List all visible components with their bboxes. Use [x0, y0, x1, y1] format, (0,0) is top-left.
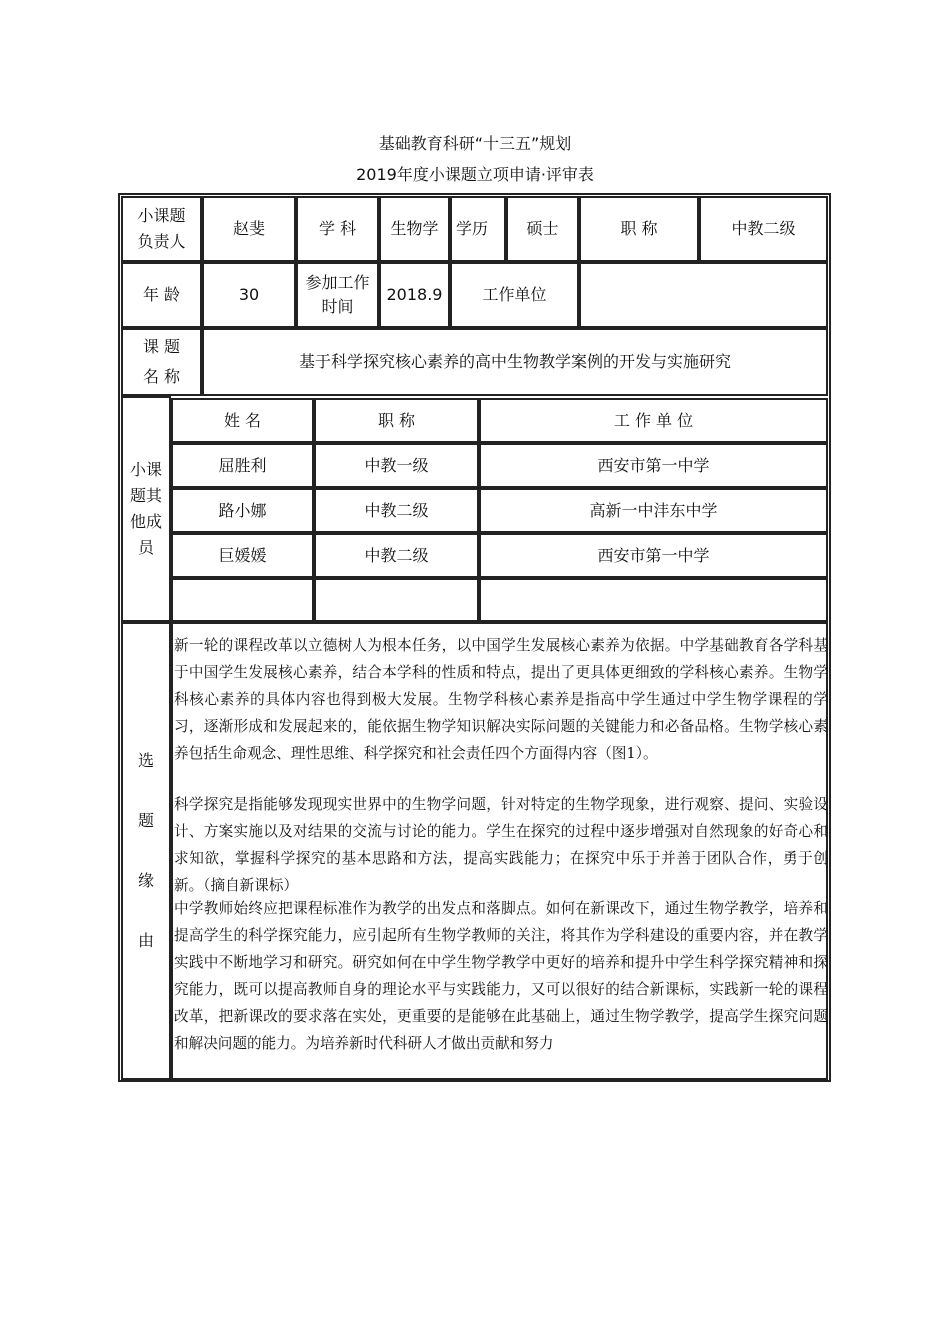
age-label: 年 龄 [142, 285, 181, 304]
member-unit-cell [479, 533, 828, 578]
rationale-paragraph-3: 中学教师始终应把课程标准作为教学的出发点和落脚点。如何在新课改下，通过生物学教学，培养和提高学生的科学探究能力，应引起所有生物学教师的关注，将其作为学科建设的重要内容，并在教学实践中不断地学习和研究。研究如何在中学生物学教学中更好的培养和提升中学生科学探究精神和探究能力，既可以提高教师自身的理论水平与实践能力，又可以很好的结合新课标，实践新一轮的课程改革，把新课改的要求落在实处，更重要的是能够在此基础上，通过生物学教学，提高学生探究问题和解决问题的能力。为培养新时代科研人才做出贡献和努力 [174, 900, 828, 1052]
member-unit: 西安市第一中学 [597, 455, 710, 475]
subject-cell [379, 196, 450, 262]
work-start-value: 2018.9 [386, 285, 443, 304]
topic-label-cell [121, 328, 202, 396]
leader-label-line1: 小课题 [137, 206, 186, 225]
members-header-title [314, 398, 479, 443]
title-label: 职 称 [620, 219, 658, 238]
age-value: 30 [238, 285, 260, 304]
education-value: 硕士 [526, 219, 559, 238]
member-name: 路小娜 [218, 500, 267, 520]
member-name: 屈胜利 [218, 455, 267, 475]
members-header-name [171, 398, 314, 443]
topic-label-line1: 课 题 [142, 337, 181, 356]
unit-label: 工作单位 [482, 285, 547, 304]
member-title-cell [314, 488, 479, 533]
members-header-unit-text: 工 作 单 位 [613, 410, 694, 430]
members-label-3: 他成 [129, 512, 162, 531]
member-title-cell [314, 533, 479, 578]
members-label-cell [121, 396, 171, 622]
rationale-label-3: 缘 [137, 871, 154, 890]
work-start-label-line2: 时间 [321, 297, 354, 316]
rationale-label-4: 由 [137, 931, 154, 950]
age-cell [202, 262, 296, 328]
member-name-cell [171, 578, 314, 622]
member-unit: 西安市第一中学 [597, 545, 710, 565]
rationale-label-cell [121, 622, 171, 1080]
age-label-cell [121, 262, 202, 328]
leader-name-cell [202, 196, 296, 262]
education-cell [506, 196, 579, 262]
education-label: 学历 [456, 219, 489, 238]
unit-cell [579, 262, 828, 328]
member-name-cell [171, 488, 314, 533]
unit-label-cell [450, 262, 579, 328]
rationale-label-2: 题 [137, 811, 154, 830]
form-title-line2: 2019年度小课题立项申请·评审表 [356, 165, 594, 184]
education-label-cell [450, 196, 506, 262]
member-name-cell [171, 533, 314, 578]
form-title-line1: 基础教育科研“十三五”规划 [378, 134, 572, 153]
member-title: 中教一级 [364, 455, 429, 475]
members-header-unit [479, 398, 828, 443]
member-name: 巨媛媛 [218, 545, 267, 565]
member-unit-cell [479, 488, 828, 533]
members-header-name-text: 姓 名 [223, 410, 262, 430]
work-start-label-line1: 参加工作 [305, 273, 370, 292]
members-label-1: 小课 [129, 460, 162, 479]
members-label-2: 题其 [129, 486, 162, 505]
member-unit-cell [479, 443, 828, 488]
members-header-title-text: 职 称 [377, 410, 416, 430]
member-name-cell [171, 443, 314, 488]
rationale-label-1: 选 [137, 751, 154, 770]
subject-label: 学 科 [318, 219, 357, 238]
work-start-cell [379, 262, 450, 328]
rationale-paragraph-2: 科学探究是指能够发现现实世界中的生物学问题，针对特定的生物学现象，进行观察、提问、实验设计、方案实施以及对结果的交流与讨论的能力。学生在探究的过程中逐步增强对自然现象的好奇心和求知欲，掌握科学探究的基本思路和方法，提高实践能力；在探究中乐于并善于团队合作，勇于创新。（摘自新课标） [174, 796, 828, 894]
member-title: 中教二级 [364, 500, 429, 520]
subject-value: 生物学 [390, 219, 439, 238]
leader-label-cell [121, 196, 202, 262]
member-title-cell [314, 443, 479, 488]
topic-label-line2: 名 称 [142, 367, 181, 386]
member-unit-cell [479, 578, 828, 622]
leader-name: 赵斐 [232, 219, 265, 238]
member-unit: 高新一中沣东中学 [589, 500, 718, 520]
rationale-paragraph-1: 新一轮的课程改革以立德树人为根本任务，以中国学生发展核心素养为依据。中学基础教育各学科基于中国学生发展核心素养，结合本学科的性质和特点，提出了更具体更细致的学科核心素养。生物学科核心素养的具体内容也得到极大发展。生物学科核心素养是指高中学生通过中学生物学课程的学习，逐渐形成和发展起来的，能依据生物学知识解决实际问题的关键能力和必备品格。生物学核心素养包括生命观念、理性思维、科学探究和社会责任四个方面得内容（图1）。 [174, 637, 828, 762]
subject-label-cell [296, 196, 379, 262]
leader-label-line2: 负责人 [137, 232, 186, 251]
topic-name: 基于科学探究核心素养的高中生物教学案例的开发与实施研究 [298, 352, 731, 371]
title-value: 中教二级 [731, 219, 796, 238]
member-title: 中教二级 [364, 545, 429, 565]
member-title-cell [314, 578, 479, 622]
title-cell [699, 196, 828, 262]
topic-name-cell [202, 328, 828, 396]
members-label-4: 员 [137, 538, 154, 557]
title-label-cell [579, 196, 699, 262]
work-start-label-cell [296, 262, 379, 328]
